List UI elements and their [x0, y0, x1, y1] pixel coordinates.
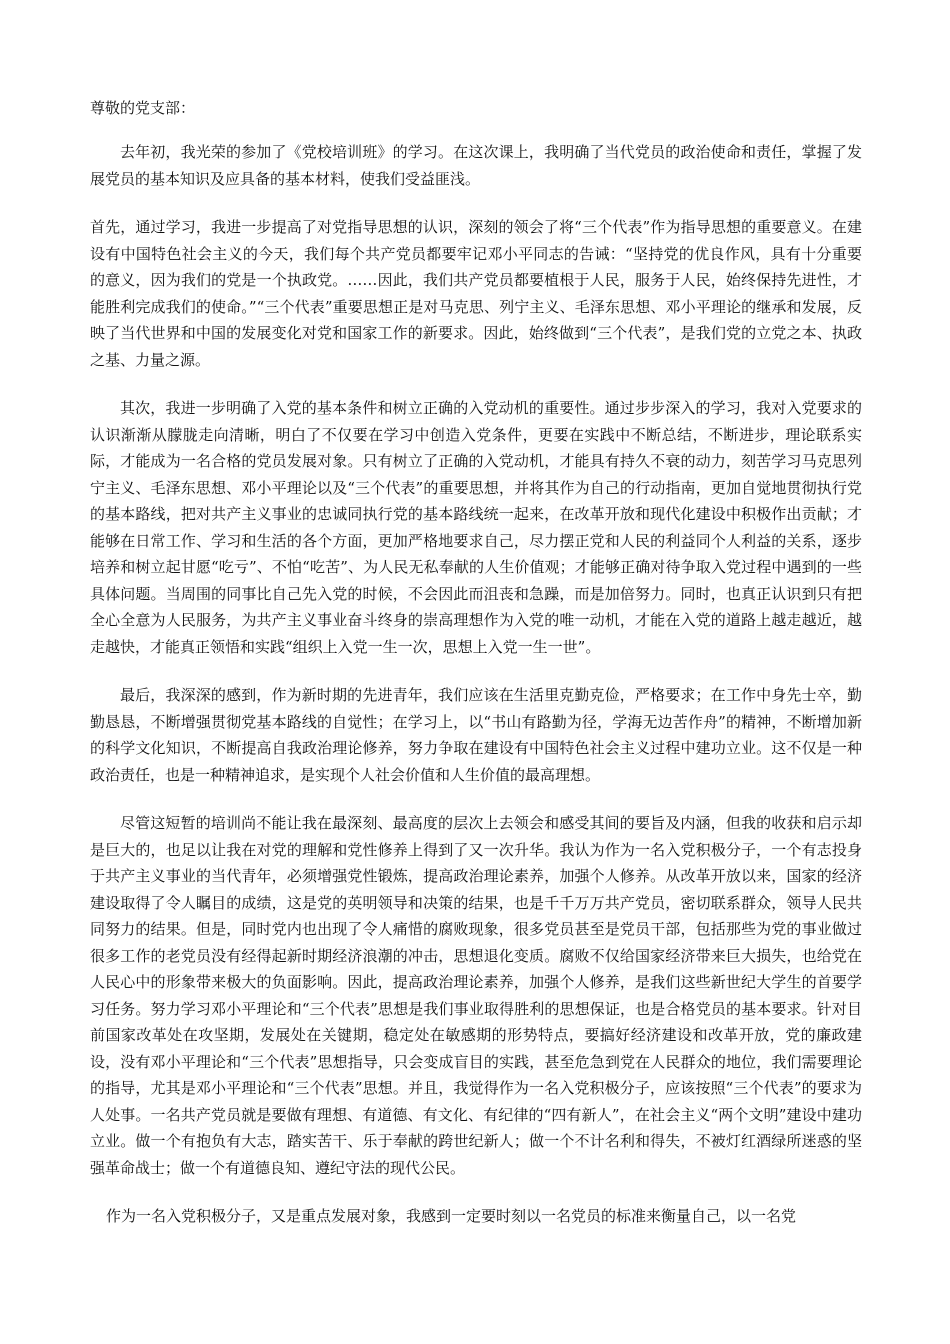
- paragraph-intro: 去年初，我光荣的参加了《党校培训班》的学习。在这次课上，我明确了当代党员的政治使命和责任，掌握了发展党员的基本知识及应具备的基本材料，使我们受益匪浅。: [90, 143, 862, 188]
- paragraph-closing: 作为一名入党积极分子，又是重点发展对象，我感到一定要时刻以一名党员的标准来衡量自己，以一名党: [106, 1207, 797, 1225]
- paragraph-last: 最后，我深深的感到，作为新时期的先进青年，我们应该在生活里克勤克俭，严格要求；在工作中身先士卒，勤勤恳恳，不断增强贯彻党基本路线的自觉性；在学习上，以“书山有路勤为径，学海无边苦作舟”的精神，不断增加新的科学文化知识，不断提高自我政治理论修养，努力争取在建设有中国特色社会主义过程中建功立业。这不仅是一种政治责任，也是一种精神追求，是实现个人社会价值和人生价值的最高理想。: [90, 686, 862, 784]
- paragraph-reflection: 尽管这短暂的培训尚不能让我在最深刻、最高度的层次上去领会和感受其间的要旨及内涵，但我的收获和启示却是巨大的，也足以让我在对党的理解和党性修养上得到了又一次升华。我认为作为一名入党积极分子，一个有志投身于共产主义事业的当代青年，必须增强党性锻炼，提高政治理论素养，加强个人修养。从改革开放以来，国家的经济建设取得了令人瞩目的成绩，这是党的英明领导和决策的结果，也是千千万万共产党员，密切联系群众，领导人民共同努力的结果。但是，同时党内也出现了令人痛惜的腐败现象，很多党员甚至是党员干部，包括那些为党的事业做过很多工作的老党员没有经得起新时期经济浪潮的冲击，思想退化变质。腐败不仅给国家经济带来巨大损失，也给党在人民心中的形象带来极大的负面影响。因此，提高政治理论素养，加强个人修养，是我们这些新世纪大学生的首要学习任务。努力学习邓小平理论和“三个代表”思想是我们事业取得胜利的思想保证，也是合格党员的基本要求。针对目前国家改革处在攻坚期，发展处在关键期，稳定处在敏感期的形势特点，要搞好经济建设和改革开放，党的廉政建设，没有邓小平理论和“三个代表”思想指导，只会变成盲目的实践，甚至危急到党在人民群众的地位，我们需要理论的指导，尤其是邓小平理论和“三个代表”思想。并且，我觉得作为一名入党积极分子，应该按照“三个代表”的要求为人处事。一名共产党员就是要做有理想、有道德、有文化、有纪律的“四有新人”，在社会主义“两个文明”建设中建功立业。做一个有抱负有大志，踏实苦干、乐于奉献的跨世纪新人；做一个不计名利和得失，不被灯红酒绿所迷惑的坚强革命战士；做一个有道德良知、遵纪守法的现代公民。: [90, 814, 862, 1177]
- document-page: [90, 95, 862, 1335]
- paragraph-second: 其次，我进一步明确了入党的基本条件和树立正确的入党动机的重要性。通过步步深入的学习，我对入党要求的认识渐渐从朦胧走向清晰，明白了不仅要在学习中创造入党条件，更要在实践中不断总结，不断进步，理论联系实际，才能成为一名合格的党员发展对象。只有树立了正确的入党动机，才能具有持久不衰的动力，刻苦学习马克思列宁主义、毛泽东思想、邓小平理论以及“三个代表”的重要思想，并将其作为自己的行动指南，更加自觉地贯彻执行党的基本路线，把对共产主义事业的忠诚同执行党的基本路线统一起来，在改革开放和现代化建设中积极作出贡献；才能够在日常工作、学习和生活的各个方面，更加严格地要求自己，尽力摆正党和人民的利益同个人利益的关系，逐步培养和树立起甘愿“吃亏”、不怕“吃苦”、为人民无私奉献的人生价值观；才能够正确对待争取入党过程中遇到的一些具体问题。当周围的同事比自己先入党的时候，不会因此而沮丧和急躁，而是加倍努力。同时，也真正认识到只有把全心全意为人民服务，为共产主义事业奋斗终身的崇高理想作为入党的唯一动机，才能在入党的道路上越走越近，越走越快，才能真正领悟和实践“组织上入党一生一次，思想上入党一生一世”。: [90, 399, 862, 656]
- salutation: 尊敬的党支部：: [90, 99, 196, 117]
- paragraph-first: 首先，通过学习，我进一步提高了对党指导思想的认识，深刻的领会了将“三个代表”作为指导思想的重要意义。在建设有中国特色社会主义的今天，我们每个共产党员都要牢记邓小平同志的告诫：“坚持党的优良作风，具有十分重要的意义，因为我们的党是一个执政党。……因此，我们共产党员都要植根于人民，服务于人民，始终保持先进性，才能胜利完成我们的使命。”“三个代表”重要思想正是对马克思、列宁主义、毛泽东思想、邓小平理论的继承和发展，反映了当代世界和中国的发展变化对党和国家工作的新要求。因此，始终做到“三个代表”，是我们党的立党之本、执政之基、力量之源。: [90, 218, 862, 369]
